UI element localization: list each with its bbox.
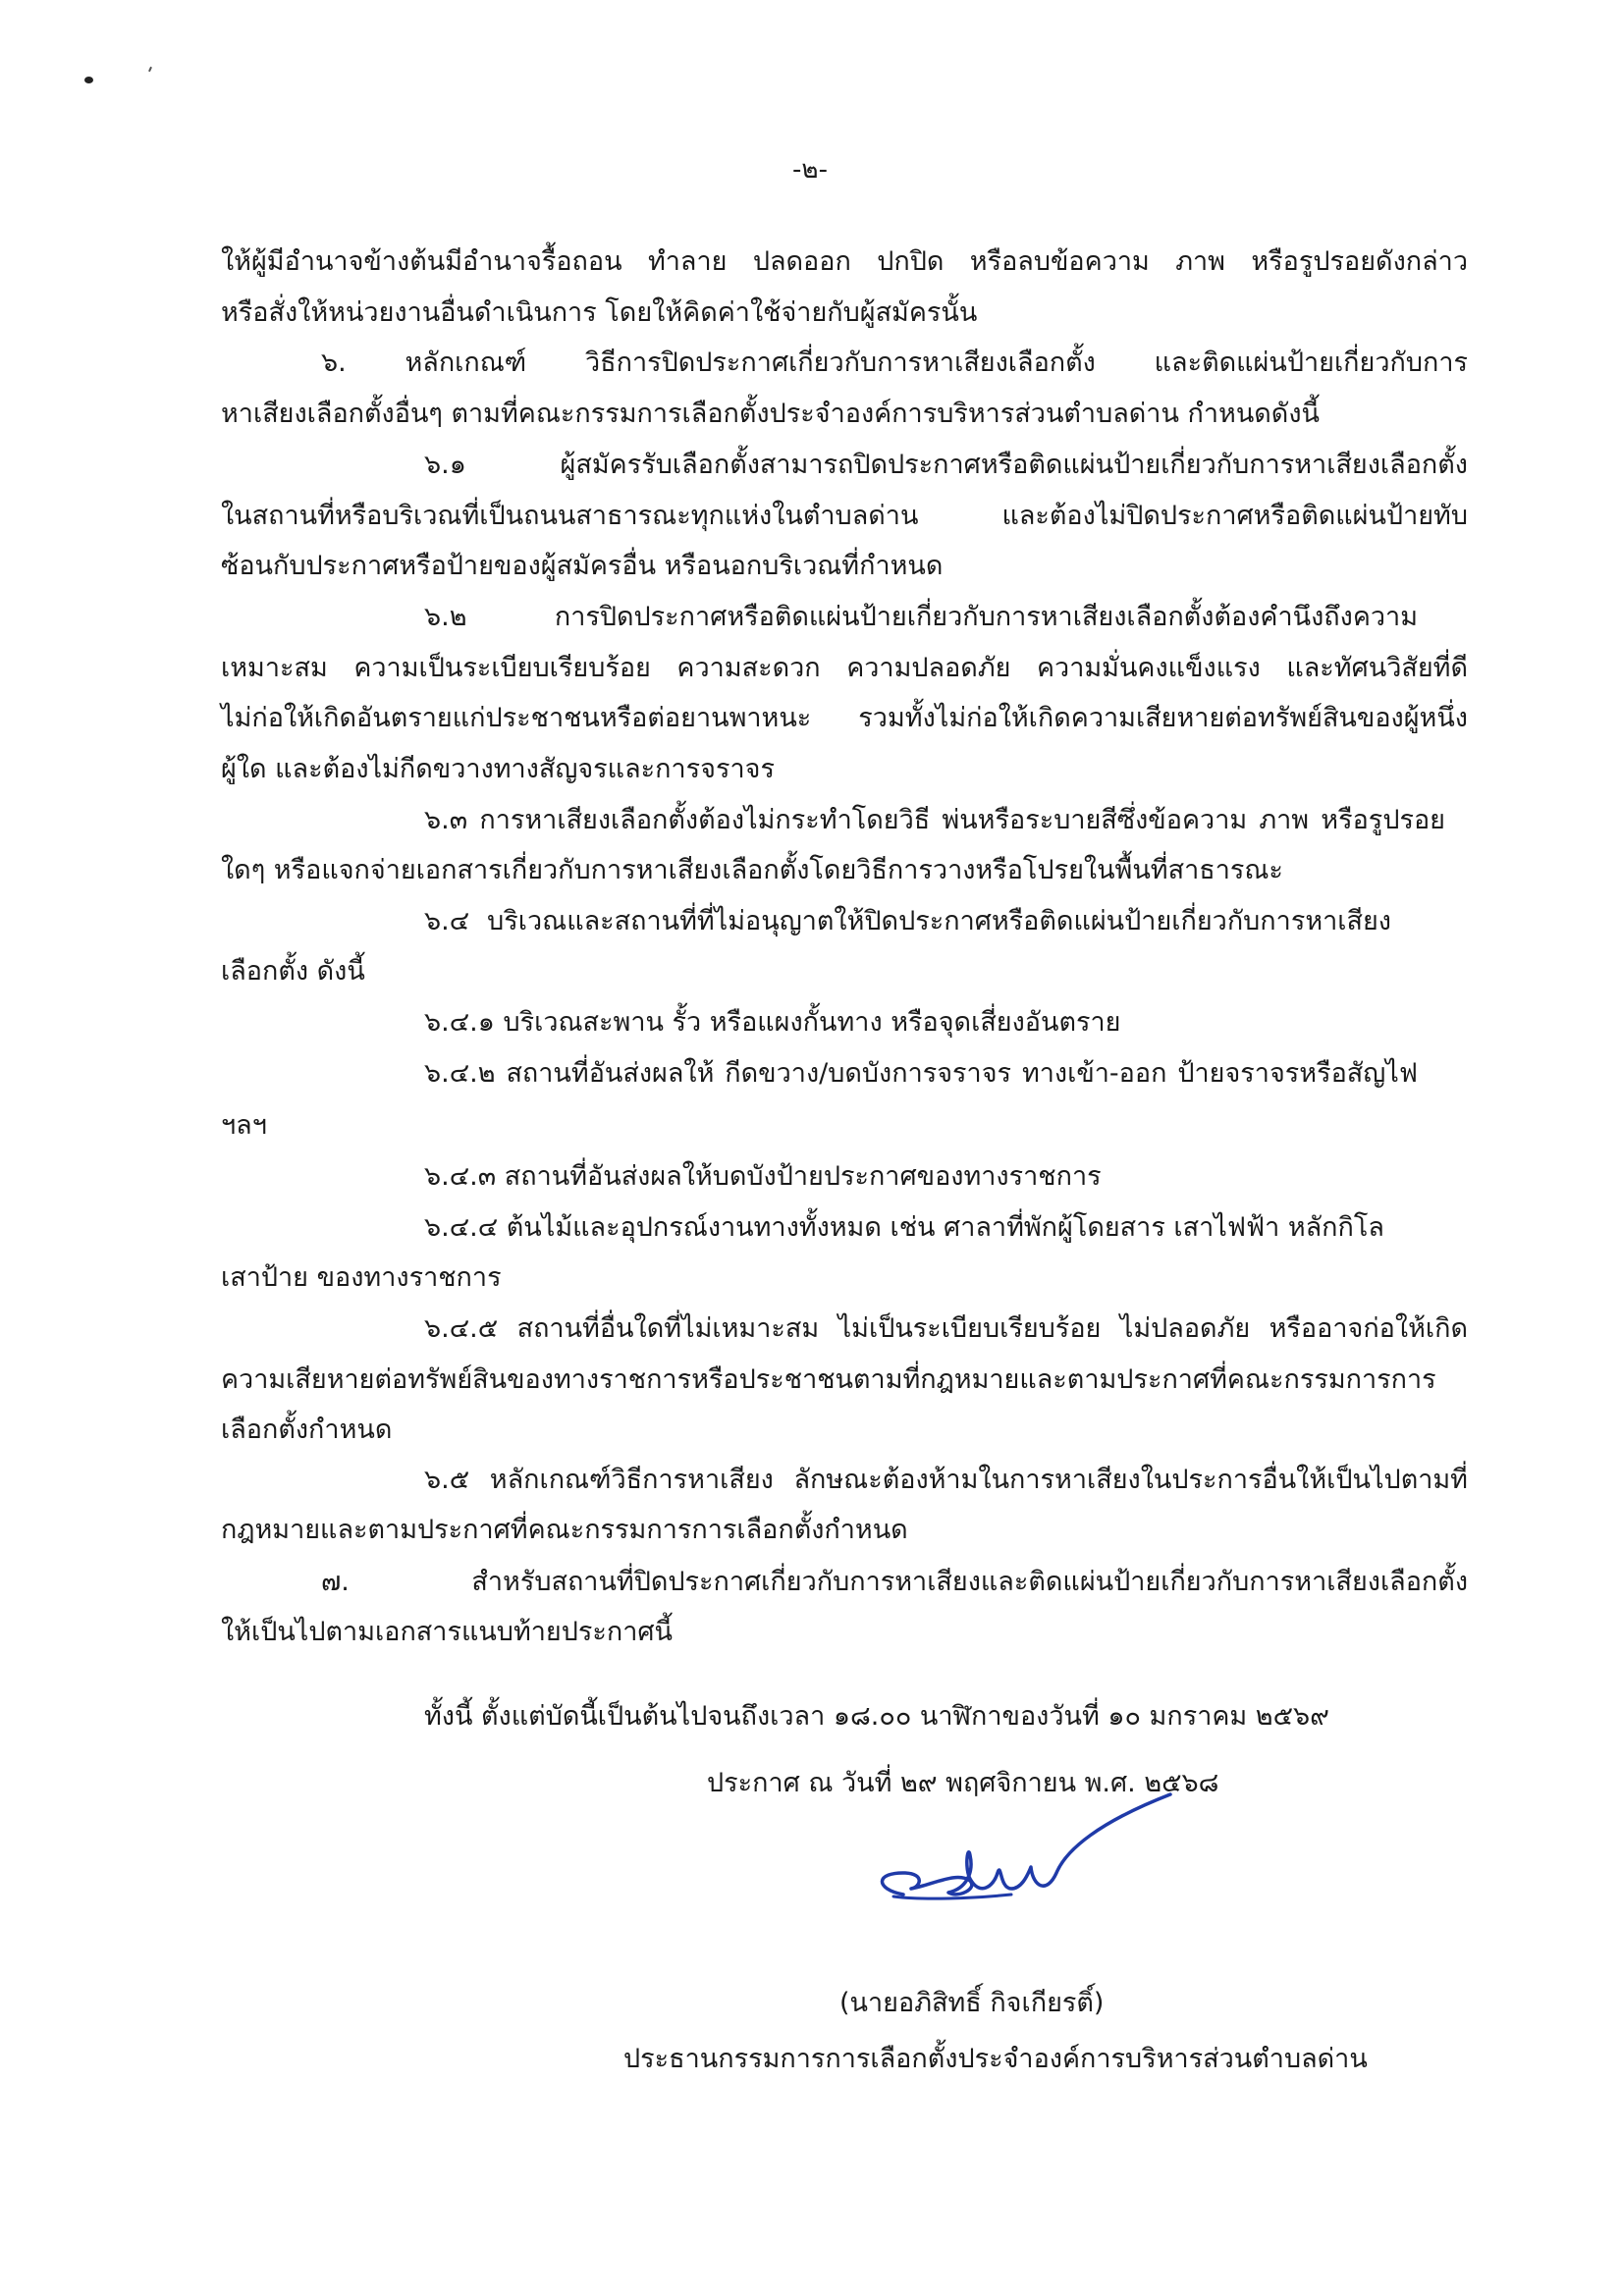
date-line: ประกาศ ณ วันที่ ๒๙ พฤศจิกายน พ.ศ. ๒๕๖๘ [707,1768,1219,1798]
body-line: ๖.๕ หลักเกณฑ์วิธีการหาเสียง ลักษณะต้องห้ามในการหาเสียงในประการอื่นให้เป็นไปตามที่ [424,1465,1468,1495]
body-line: ซ้อนกับประกาศหรือป้ายของผู้สมัครอื่น หรือนอกบริเวณที่กำหนด [221,551,944,581]
signer-title: ประธานกรรมการการเลือกตั้งประจำองค์การบริหารส่วนตำบลด่าน [623,2044,1368,2074]
body-line: กฎหมายและตามประกาศที่คณะกรรมการการเลือกตั้งกำหนด [221,1515,908,1545]
body-line: ๖.๔.๔ ต้นไม้และอุปกรณ์งานทางทั้งหมด เช่น ศาลาที่พักผู้โดยสาร เสาไฟฟ้า หลักกิโล [424,1212,1384,1243]
body-line: ในสถานที่หรือบริเวณที่เป็นถนนสาธารณะทุกแห่งในตำบลด่าน และต้องไม่ปิดประกาศหรือติดแผ่นป้ายทับ [221,501,1468,531]
body-line: ไม่ก่อให้เกิดอันตรายแก่ประชาชนหรือต่อยานพาหนะ รวมทั้งไม่ก่อให้เกิดความเสียหายต่อทรัพย์สินของผู้หนึ่ง [221,703,1468,733]
body-line: ผู้ใด และต้องไม่กีดขวางทางสัญจรและการจราจร [221,754,775,784]
body-line: ฯลฯ [221,1110,267,1141]
body-line: หรือสั่งให้หน่วยงานอื่นดำเนินการ โดยให้คิดค่าใช้จ่ายกับผู้สมัครนั้น [221,297,978,328]
handwritten-signature [864,1779,1188,1946]
validity-line: ทั้งนี้ ตั้งแต่บัดนี้เป็นต้นไปจนถึงเวลา ๑๘.๐๐ นาฬิกาของวันที่ ๑๐ มกราคม ๒๕๖๙ [424,1701,1329,1732]
body-line: ใดๆ หรือแจกจ่ายเอกสารเกี่ยวกับการหาเสียงเลือกตั้งโดยวิธีการวางหรือโปรยในพื้นที่สาธารณะ [221,855,1283,885]
body-line: เลือกตั้ง ดังนี้ [221,956,365,987]
scan-speck [148,67,152,72]
body-line: ความเสียหายต่อทรัพย์สินของทางราชการหรือประชาชนตามที่กฎหมายและตามประกาศที่คณะกรรมการการ [221,1364,1436,1395]
body-line: ๖.๔.๒ สถานที่อันส่งผลให้ กีดขวาง/บดบังการจราจร ทางเข้า-ออก ป้ายจราจรหรือสัญไฟ [424,1058,1418,1089]
body-line: เสาป้าย ของทางราชการ [221,1262,502,1293]
body-line: ๖.๑ ผู้สมัครรับเลือกตั้งสามารถปิดประกาศหรือติดแผ่นป้ายเกี่ยวกับการหาเสียงเลือกตั้ง [424,450,1468,480]
body-line: ๖. หลักเกณฑ์ วิธีการปิดประกาศเกี่ยวกับการหาเสียงเลือกตั้ง และติดแผ่นป้ายเกี่ยวกับการ [321,347,1468,378]
scan-speck [84,77,93,83]
body-line: ๖.๔.๕ สถานที่อื่นใดที่ไม่เหมาะสม ไม่เป็นระเบียบเรียบร้อย ไม่ปลอดภัย หรืออาจก่อให้เกิด [424,1313,1468,1344]
body-line: ๖.๔.๓ สถานที่อันส่งผลให้บดบังป้ายประกาศของทางราชการ [424,1161,1102,1192]
body-line: ให้เป็นไปตามเอกสารแนบท้ายประกาศนี้ [221,1617,673,1647]
body-line: เลือกตั้งกำหนด [221,1415,393,1445]
body-line: ๗. สำหรับสถานที่ปิดประกาศเกี่ยวกับการหาเสียงและติดแผ่นป้ายเกี่ยวกับการหาเสียงเลือกตั้ง [321,1567,1468,1597]
body-line: ๖.๔ บริเวณและสถานที่ที่ไม่อนุญาตให้ปิดประกาศหรือติดแผ่นป้ายเกี่ยวกับการหาเสียง [424,906,1391,936]
signer-name: (นายอภิสิทธิ์ กิจเกียรติ์) [839,1988,1105,2018]
body-line: เหมาะสม ความเป็นระเบียบเรียบร้อย ความสะดวก ความปลอดภัย ความมั่นคงแข็งแรง และทัศนวิสัยที่ดี [221,653,1468,683]
body-line: ๖.๔.๑ บริเวณสะพาน รั้ว หรือแผงกั้นทาง หรือจุดเสี่ยงอันตราย [424,1007,1121,1038]
body-line: ๖.๒ การปิดประกาศหรือติดแผ่นป้ายเกี่ยวกับการหาเสียงเลือกตั้งต้องคำนึงถึงความ [424,602,1418,632]
body-line: หาเสียงเลือกตั้งอื่นๆ ตามที่คณะกรรมการเลือกตั้งประจำองค์การบริหารส่วนตำบลด่าน กำหนดดังนี้ [221,399,1320,429]
body-line: ให้ผู้มีอำนาจข้างต้นมีอำนาจรื้อถอน ทำลาย ปลดออก ปกปิด หรือลบข้อความ ภาพ หรือรูปรอยดังกล่าว [221,246,1468,277]
page-number: -๒- [792,155,828,185]
body-line: ๖.๓ การหาเสียงเลือกตั้งต้องไม่กระทำโดยวิธี พ่นหรือระบายสีซึ่งข้อความ ภาพ หรือรูปรอย [424,805,1445,835]
